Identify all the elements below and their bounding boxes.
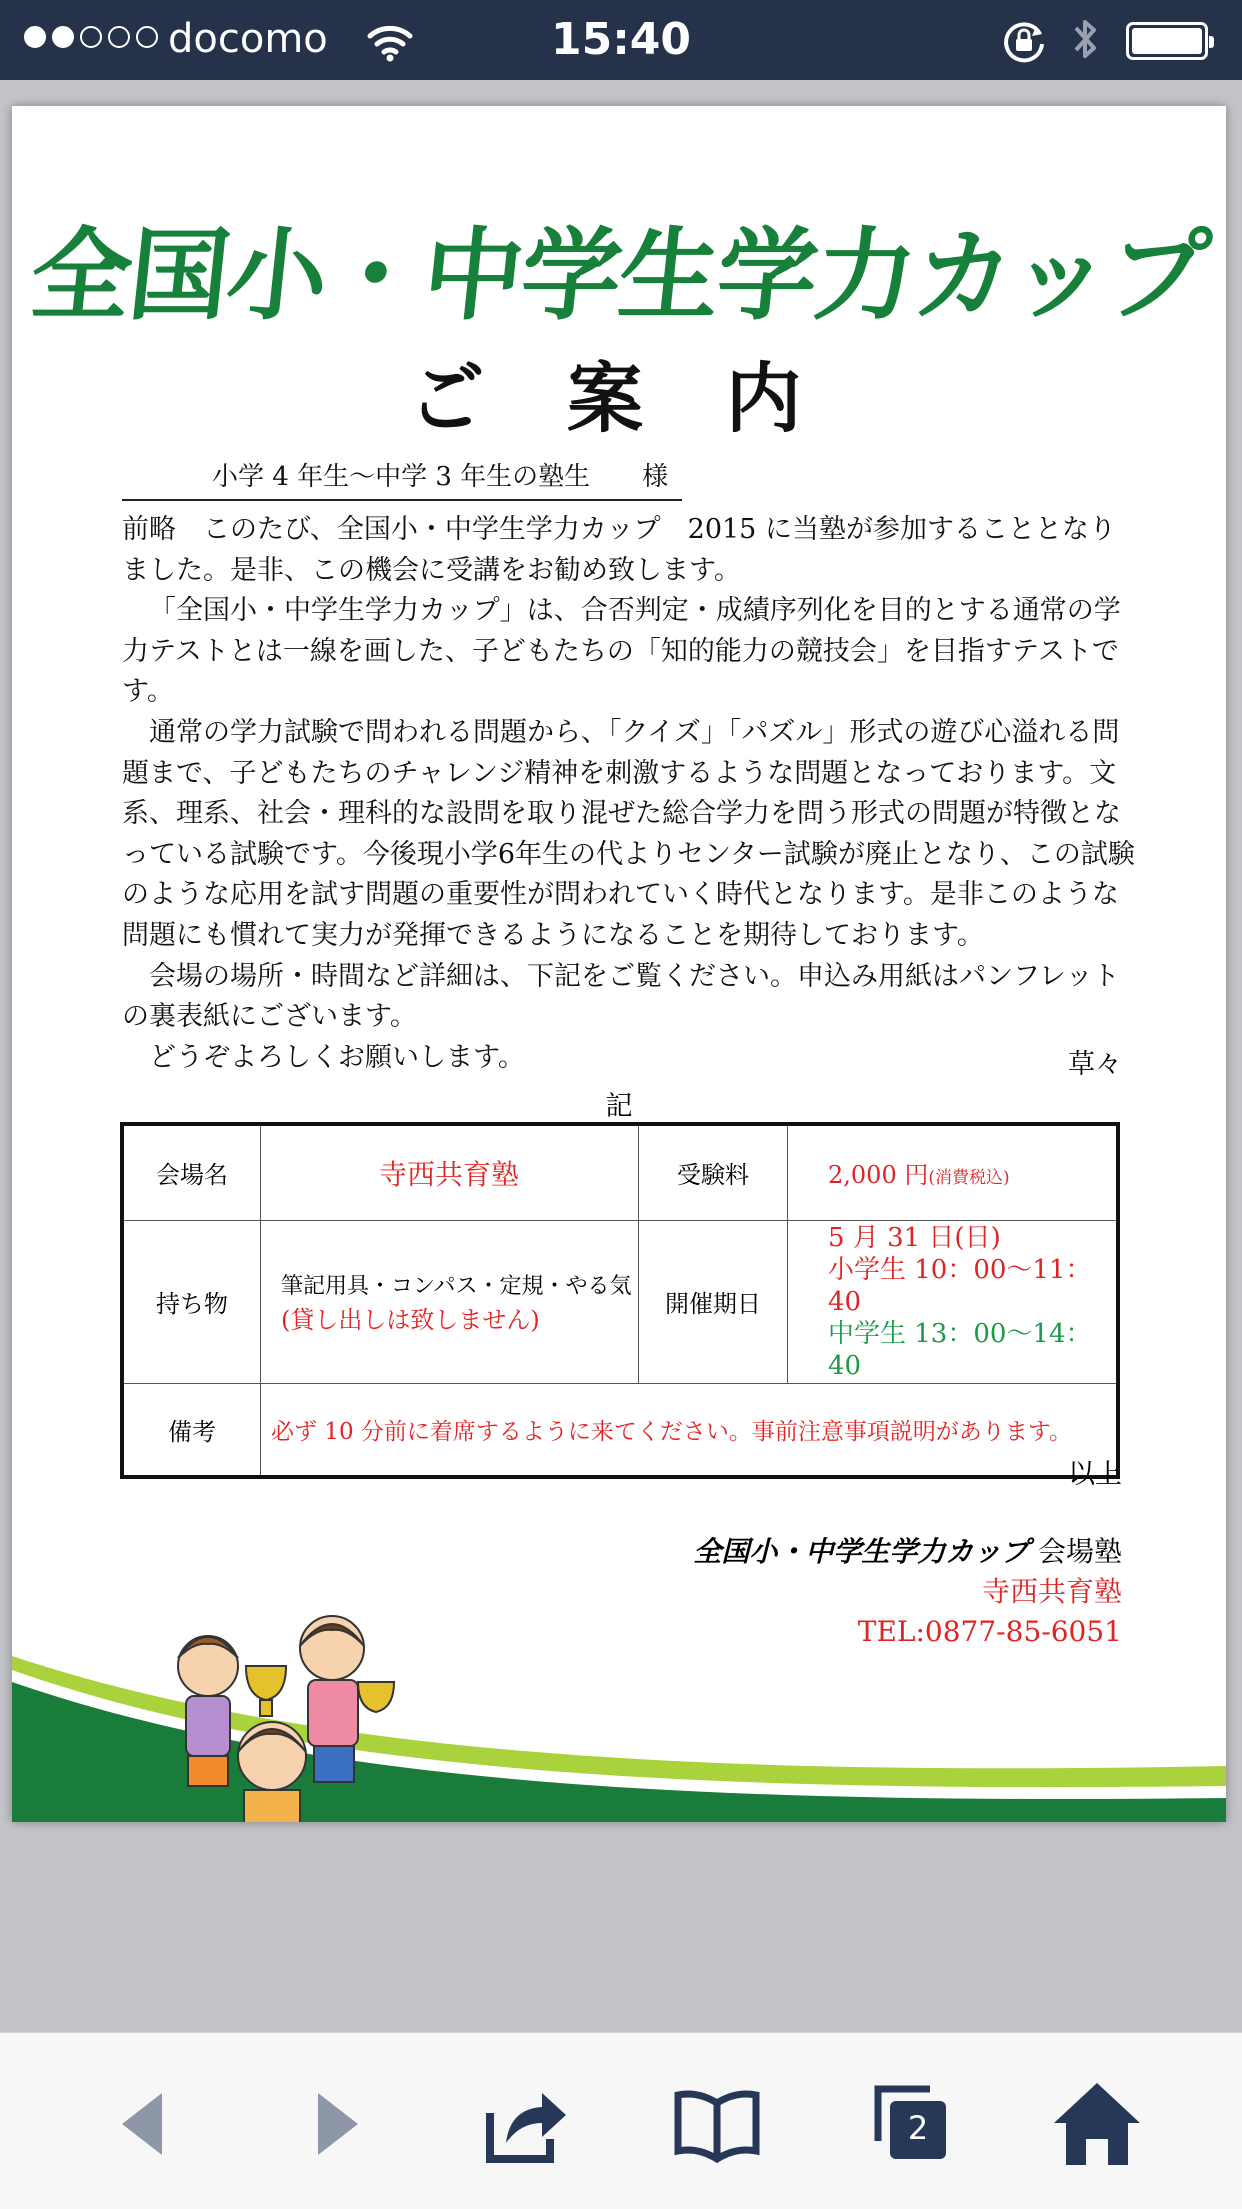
forward-button[interactable] [290,2079,380,2169]
open-book-icon [678,2094,756,2159]
notes-value: 必ず 10 分前に着席するように来てください。事前注意事項説明があります。 [261,1383,1119,1477]
battery-icon [1126,22,1208,60]
ki-heading: 記 [605,1091,633,1122]
fee-label: 受験料 [639,1124,788,1220]
date-cell [788,1220,1119,1383]
items-value: 筆記用具・コンパス・定規・やる気 [281,1273,632,1299]
items-note: (貸し出しは致しません) [281,1305,540,1334]
forward-arrow-icon [318,2093,358,2155]
junior-time: 中学生 13：00～14：40 [828,1318,1092,1381]
organizer-venue-suffix: 会場塾 [1037,1535,1122,1568]
items-cell [261,1220,639,1383]
tabs-count: 2 [907,2109,929,2147]
table-row [122,1220,1118,1383]
back-button[interactable] [100,2079,190,2169]
orientation-lock-icon [1000,18,1048,64]
home-button[interactable] [1052,2079,1142,2169]
addressee-line: 小学 4 年生～中学 3 年生の塾生 様 [122,456,682,501]
share-button[interactable] [480,2079,570,2169]
children-with-trophies-illustration [172,1606,412,1822]
document-page [12,106,1226,1822]
info-table [120,1122,1120,1479]
status-bar [0,0,1242,80]
fee-note: (消費税込) [928,1168,1010,1189]
letter-body [122,510,1142,1078]
document-subtitle: ご 案 内 [408,354,830,443]
document-title: 全国小・中学生学力カップ [25,217,1213,334]
elementary-time: 小学生 10：00～11：40 [828,1254,1092,1317]
notes-label: 備考 [122,1383,261,1477]
fee-cell [788,1124,1119,1220]
date-value: 5 月 31 日(日) [828,1222,1001,1253]
browser-toolbar [0,2032,1242,2209]
tabs-button[interactable] [866,2079,956,2169]
table-row [122,1383,1118,1477]
back-arrow-icon [122,2093,162,2155]
clock: 15:40 [550,14,692,65]
venue-label: 会場名 [122,1124,261,1220]
organizer-cup-name: 全国小・中学生学力カップ [693,1535,1030,1568]
table-row [122,1124,1118,1220]
organizer-name: 寺西共育塾 [981,1575,1122,1608]
venue-value: 寺西共育塾 [261,1124,639,1220]
paragraph-greeting: どうぞよろしくお願いします。 [149,1041,525,1073]
paragraph-intro: 前略 このたび、全国小・中学生学力カップ 2015 に当塾が参加することとなりました。是非、この機会に受講をお勧め致します。 [122,514,1116,586]
organizer-tel: TEL:0877-85-6051 [857,1615,1122,1648]
paragraph-venue-info: 会場の場所・時間など詳細は、下記をご覧ください。申込み用紙はパンフレットの裏表紙にございます。 [122,960,1120,1033]
organizer-line [693,1532,1122,1572]
bluetooth-icon [1068,14,1102,64]
ijo-word: 以上 [1068,1459,1122,1490]
carrier-name: docomo [168,16,328,62]
closing-word: 草々 [1068,1049,1122,1080]
fee-value: 2,000 円 [828,1161,929,1190]
date-label: 開催期日 [639,1220,788,1383]
paragraph-about: 「全国小・中学生学力カップ」は、合否判定・成績序列化を目的とする通常の学力テストとは一線を画した、子どもたちの「知的能力の競技会」を目指すテストです。 [122,595,1121,708]
bookmarks-button[interactable] [672,2079,762,2169]
paragraph-details: 通常の学力試験で問われる問題から、「クイズ」「パズル」形式の遊び心溢れる問題まで、子どもたちのチャレンジ精神を刺激するような問題となっております。文系、理系、社会・理科的な設問を取り混ぜた総合学力を問う形式の問題が特徴となっている試験です。今後現小学6年生の代よりセンター試験が廃止となり、この試験のような応用を試す問題の重要性が問われていく時代となります。是非このような問題にも慣れて実力が発揮できるようになることを期待しております。 [122,716,1135,951]
items-label: 持ち物 [122,1220,261,1383]
home-icon [1054,2083,1140,2165]
